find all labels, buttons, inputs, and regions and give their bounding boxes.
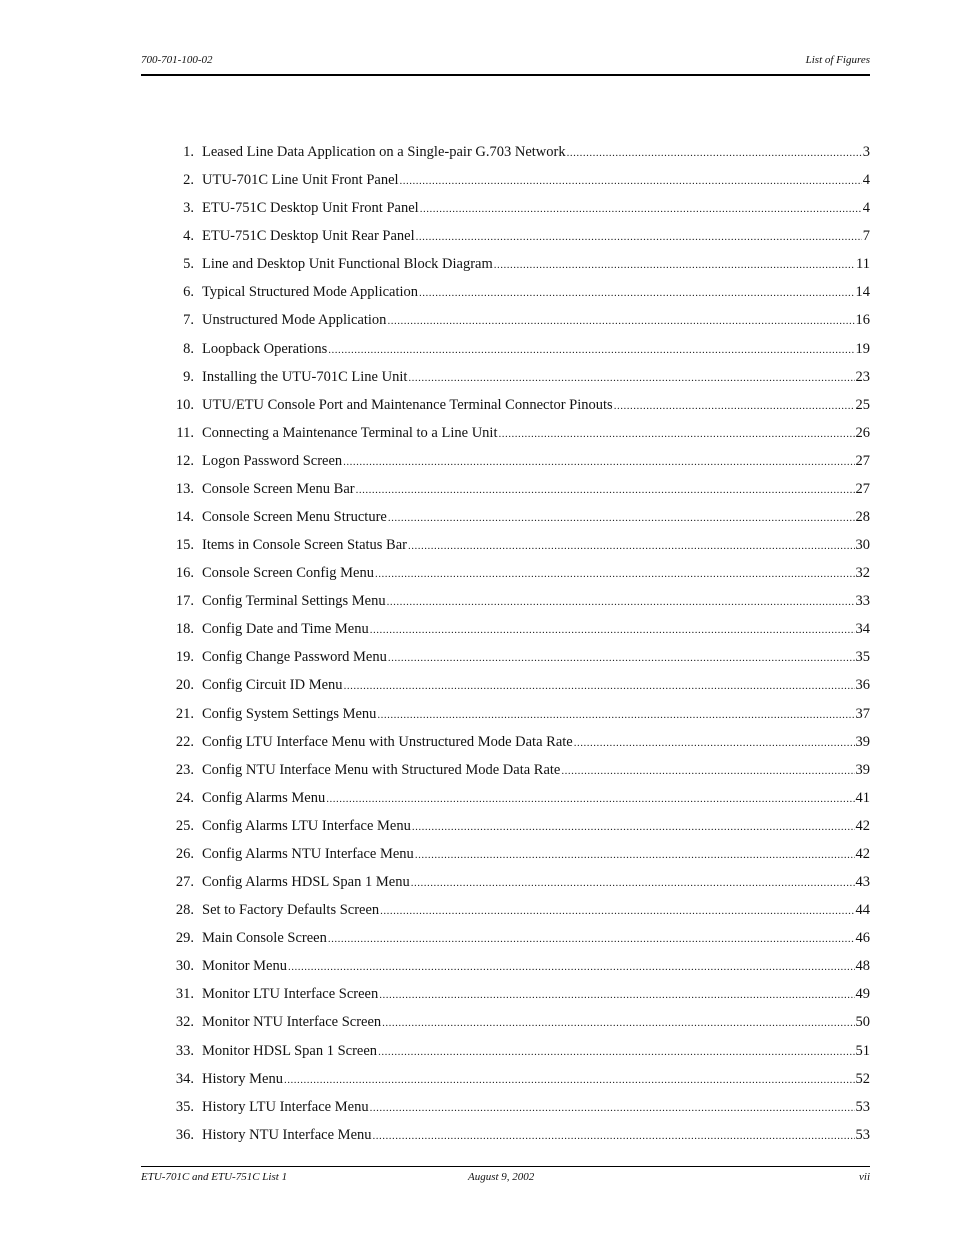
figure-title[interactable]: Config Circuit ID Menu [202,677,343,694]
figure-title[interactable]: Set to Factory Defaults Screen [202,902,380,919]
figure-page: 37 [855,705,870,722]
figure-number: 24. [175,789,194,806]
figure-title[interactable]: Config Terminal Settings Menu [202,593,386,610]
figure-number: 3. [183,200,194,217]
figure-number: 22. [175,733,194,750]
figure-title[interactable]: Config Alarms Menu [202,789,326,806]
toc-entry[interactable] [172,1097,870,1125]
figure-title[interactable]: Config System Settings Menu [202,705,377,722]
figure-title[interactable]: Connecting a Maintenance Terminal to a Line Unit [202,424,498,441]
dot-leader [370,619,855,640]
figure-title[interactable]: Console Screen Menu Bar [202,480,355,497]
figure-title[interactable]: Monitor HDSL Span 1 Screen [202,1042,378,1059]
figure-number: 9. [183,368,194,385]
figure-number: 4. [183,228,194,245]
dot-leader [400,170,862,191]
dot-leader [412,816,855,837]
toc-entry[interactable] [172,900,870,928]
figure-title[interactable]: Installing the UTU-701C Line Unit [202,368,408,385]
figure-page: 49 [855,986,870,1003]
toc-entry[interactable] [172,1012,870,1040]
toc-entry[interactable] [172,226,870,254]
figure-title[interactable]: Unstructured Mode Application [202,312,387,329]
toc-entry[interactable] [172,395,870,423]
figure-title[interactable]: History Menu [202,1070,283,1087]
dot-leader [377,704,854,725]
dot-leader [328,928,855,949]
figure-title[interactable]: ETU-751C Desktop Unit Rear Panel [202,228,415,245]
figure-page: 14 [855,284,870,301]
toc-entry[interactable] [172,928,870,956]
figure-number: 10. [175,396,194,413]
figure-page: 34 [855,621,870,638]
figure-number: 2. [183,172,194,189]
figure-title[interactable]: History NTU Interface Menu [202,1126,372,1143]
dot-leader [382,1012,854,1033]
figure-title[interactable]: Monitor NTU Interface Screen [202,1014,382,1031]
figure-number: 14. [175,509,194,526]
figure-page: 4 [862,200,870,217]
toc-entry[interactable] [172,1041,870,1069]
figure-title[interactable]: Items in Console Screen Status Bar [202,537,407,554]
figure-number: 33. [175,1042,194,1059]
toc-entry[interactable] [172,956,870,984]
toc-entry[interactable] [172,760,870,788]
figure-title[interactable]: Loopback Operations [202,340,328,357]
figure-number: 8. [183,340,194,357]
figure-title[interactable]: ETU-751C Desktop Unit Front Panel [202,200,419,217]
toc-entry[interactable] [172,198,870,226]
figure-number: 19. [175,649,194,666]
figure-number: 34. [175,1070,194,1087]
figure-title[interactable]: Monitor Menu [202,958,287,975]
figure-number: 12. [175,452,194,469]
figure-title[interactable]: Config Alarms LTU Interface Menu [202,817,411,834]
toc-entry[interactable] [172,872,870,900]
figure-number: 15. [175,537,194,554]
figure-page: 3 [862,144,870,160]
toc-entry[interactable] [172,423,870,451]
toc-entry[interactable] [172,170,870,198]
figure-title[interactable]: History LTU Interface Menu [202,1098,369,1115]
figure-title[interactable]: Leased Line Data Application on a Single-pair G.703 Network [202,144,566,160]
figure-number: 21. [175,705,194,722]
dot-leader [408,535,855,556]
figure-page: 11 [856,256,870,273]
toc-entry[interactable] [172,1069,870,1097]
figure-page: 42 [855,817,870,834]
dot-leader [388,647,855,668]
figure-page: 44 [855,902,870,919]
footer-product: ETU-701C and ETU-751C List 1 [141,1171,288,1183]
toc-entry[interactable] [172,591,870,619]
dot-leader [284,1069,855,1090]
toc-entry[interactable] [172,535,870,563]
toc-entry[interactable] [172,732,870,760]
dot-leader [356,479,855,500]
figure-number: 28. [175,902,194,919]
toc-entry[interactable] [172,563,870,591]
toc-entry[interactable] [172,788,870,816]
figure-number: 20. [175,677,194,694]
document-number: 700-701-100-02 [141,54,213,66]
figure-page: 51 [855,1042,870,1059]
dot-leader [328,339,854,360]
figure-page: 53 [855,1098,870,1115]
figure-page: 7 [862,228,870,245]
page-footer [141,1166,870,1187]
figure-title[interactable]: Config NTU Interface Menu with Structured Mode Data Rate [202,761,561,778]
figure-page: 26 [855,424,870,441]
list-of-figures [172,142,870,1153]
footer-page-number: vii [859,1171,870,1183]
figure-page: 33 [855,593,870,610]
dot-leader [379,984,854,1005]
figure-number: 30. [175,958,194,975]
section-title: List of Figures [805,54,870,66]
dot-leader [574,732,855,753]
dot-leader [408,367,854,388]
toc-entry[interactable] [172,339,870,367]
toc-entry[interactable] [172,451,870,479]
dot-leader [378,1041,854,1062]
figure-page: 46 [855,930,870,947]
figure-number: 16. [175,565,194,582]
figure-number: 18. [175,621,194,638]
dot-leader [419,282,854,303]
figure-number: 13. [175,480,194,497]
figure-number: 5. [183,256,194,273]
figure-page: 23 [855,368,870,385]
figure-page: 39 [855,733,870,750]
figure-number: 35. [175,1098,194,1115]
figure-number: 7. [183,312,194,329]
toc-entry[interactable] [172,816,870,844]
toc-entry[interactable] [172,367,870,395]
figure-number: 1. [183,144,194,160]
dot-leader [326,788,854,809]
toc-entry[interactable] [172,282,870,310]
dot-leader [288,956,855,977]
toc-entry[interactable] [172,507,870,535]
figure-page: 4 [862,172,870,189]
figure-title[interactable]: Console Screen Menu Structure [202,509,387,526]
figure-title[interactable]: Console Screen Config Menu [202,565,374,582]
dot-leader [411,872,855,893]
figure-title[interactable]: UTU/ETU Console Port and Maintenance Terminal Connector Pinouts [202,396,613,413]
toc-entry[interactable] [172,844,870,872]
figure-title[interactable]: Monitor LTU Interface Screen [202,986,379,1003]
figure-number: 27. [175,874,194,891]
figure-title[interactable]: Config Change Password Menu [202,649,387,666]
dot-leader [614,395,855,416]
figure-page: 32 [855,565,870,582]
figure-title[interactable]: Config LTU Interface Menu with Unstructured Mode Data Rate [202,733,573,750]
figure-page: 25 [855,396,870,413]
figure-page: 19 [855,340,870,357]
figure-page: 27 [855,480,870,497]
figure-number: 31. [175,986,194,1003]
toc-entry[interactable] [172,479,870,507]
dot-leader [380,900,854,921]
figure-title[interactable]: Logon Password Screen [202,452,343,469]
figure-page: 30 [855,537,870,554]
figure-number: 17. [175,593,194,610]
figure-page: 52 [855,1070,870,1087]
figure-page: 27 [855,452,870,469]
dot-leader [344,675,855,696]
toc-entry[interactable] [172,675,870,703]
dot-leader [387,591,855,612]
toc-entry[interactable] [172,984,870,1012]
figure-number: 11. [176,424,194,441]
figure-number: 23. [175,761,194,778]
dot-leader [498,423,854,444]
figure-number: 36. [175,1126,194,1143]
figure-title[interactable]: Config Alarms NTU Interface Menu [202,845,414,862]
figure-page: 41 [855,789,870,806]
figure-page: 36 [855,677,870,694]
figure-page: 50 [855,1014,870,1031]
dot-leader [561,760,854,781]
figure-number: 6. [183,284,194,301]
figure-page: 35 [855,649,870,666]
figure-title[interactable]: Typical Structured Mode Application [202,284,419,301]
dot-leader [387,310,854,331]
toc-entry[interactable] [172,647,870,675]
dot-leader [373,1125,855,1146]
dot-leader [494,254,855,275]
figure-page: 42 [855,845,870,862]
toc-entry[interactable] [172,704,870,732]
footer-date: August 9, 2002 [468,1171,535,1183]
figure-page: 16 [855,312,870,329]
dot-leader [343,451,854,472]
figure-page: 43 [855,874,870,891]
figure-title[interactable]: Config Date and Time Menu [202,621,369,638]
toc-entry[interactable] [172,142,870,170]
figure-title[interactable]: Line and Desktop Unit Functional Block Diagram [202,256,493,273]
figure-title[interactable]: UTU-701C Line Unit Front Panel [202,172,399,189]
figure-number: 29. [175,930,194,947]
figure-title[interactable]: Config Alarms HDSL Span 1 Menu [202,874,410,891]
dot-leader [415,844,855,865]
figure-title[interactable]: Main Console Screen [202,930,327,947]
figure-number: 25. [175,817,194,834]
toc-entry[interactable] [172,1125,870,1153]
dot-leader [370,1097,855,1118]
dot-leader [567,142,862,163]
figure-page: 53 [855,1126,870,1143]
toc-entry[interactable] [172,310,870,338]
figure-page: 48 [855,958,870,975]
dot-leader [375,563,855,584]
toc-entry[interactable] [172,254,870,282]
figure-number: 26. [175,845,194,862]
dot-leader [420,198,862,219]
dot-leader [416,226,862,247]
figure-page: 39 [855,761,870,778]
figure-page: 28 [855,509,870,526]
dot-leader [388,507,855,528]
figure-number: 32. [175,1014,194,1031]
page-header [141,52,870,76]
toc-entry[interactable] [172,619,870,647]
